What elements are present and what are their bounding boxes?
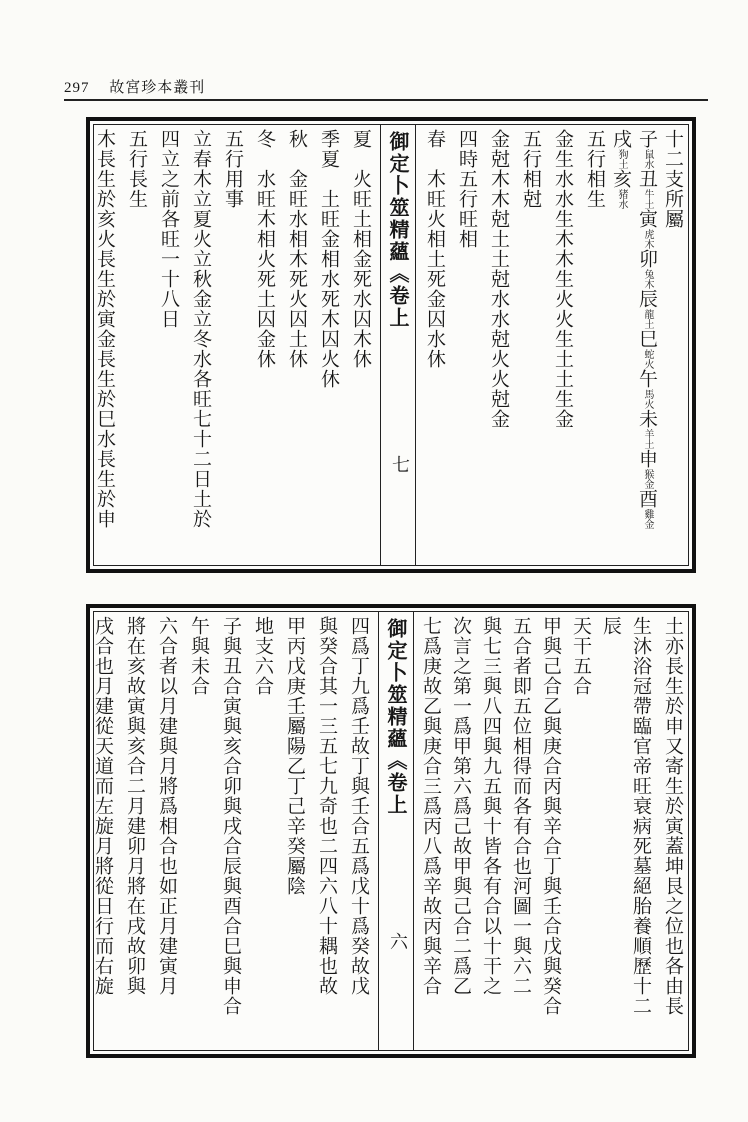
text-column: 辰: [600, 616, 622, 636]
volume-title: 御定卜筮精蘊《卷上: [384, 618, 408, 816]
text-column: 五行相生: [584, 129, 606, 209]
text-column: 五行長生: [126, 129, 148, 209]
folio-number: 七: [389, 455, 410, 473]
text-column: 甲丙戊庚壬屬陽乙丁己辛癸屬陰: [284, 616, 306, 896]
text-column: 五行相尅: [520, 129, 542, 209]
text-column: 立春木立夏火立秋金立冬水各旺七十二日土於: [190, 129, 212, 529]
top-page: [86, 117, 696, 573]
page-number: 297: [64, 80, 90, 96]
bottom-page: [86, 604, 696, 1058]
text-column: 子鼠水丑牛土寅虎木卯兔木辰龍土巳蛇火午馬火未羊土申猴金酉雞金: [636, 129, 658, 529]
text-column: 四立之前各旺一十八日: [158, 129, 180, 329]
text-column: 與癸合其一三五七九奇也二四六八十耦也故: [316, 616, 338, 996]
running-header: [64, 76, 205, 97]
text-column: 戌狗土亥猪水: [610, 129, 632, 209]
text-column: 金生水水生木木生火火生土土生金: [552, 129, 574, 429]
text-column: 戌合也月建從天道而左旋月將從日行而右旋: [92, 616, 114, 996]
text-column: 地支六合: [252, 616, 274, 696]
text-column: 六合者以月建與月將爲相合也如正月建寅月: [156, 616, 178, 996]
text-column: 次言之第一爲甲第六爲己故甲與己合二爲乙: [450, 616, 472, 996]
text-column: 甲與己合乙與庚合丙與辛合丁與壬合戊與癸合: [540, 616, 562, 1016]
text-column: 七爲庚故乙與庚合三爲丙八爲辛故丙與辛合: [420, 616, 442, 996]
book-title: 故宮珍本叢刊: [109, 78, 206, 96]
text-column: 天干五合: [570, 616, 592, 696]
text-column: 與七三與八四與九五與十皆各有合以十干之: [480, 616, 502, 996]
text-column: 四爲丁九爲壬故丁與壬合五爲戊十爲癸故戊: [348, 616, 370, 996]
volume-title: 御定卜筮精蘊《卷上: [386, 131, 410, 329]
text-column: 四時五行旺相: [456, 129, 478, 249]
text-column: 五行用事: [222, 129, 244, 209]
text-column: 季夏 土旺金相水死木囚火休: [318, 129, 340, 389]
text-column: 木長生於亥火長生於寅金長生於巳水長生於申: [94, 129, 116, 529]
text-column: 金尅木木尅土土尅水水尅火火尅金: [488, 129, 510, 429]
text-column: 五合者即五位相得而各有合也河圖一與六二: [510, 616, 532, 996]
text-column: 生沐浴冠帶臨官帝旺衰病死墓絕胎養順歷十二: [630, 616, 652, 1016]
center-band: [378, 612, 414, 1050]
text-column: 子與丑合寅與亥合卯與戌合辰與酉合巳與申合: [220, 616, 242, 1016]
header-rule: [64, 99, 708, 101]
text-column: 夏 火旺土相金死水囚木休: [350, 129, 372, 369]
text-column: 秋 金旺水相木死火囚土休: [286, 129, 308, 369]
folio-number: 六: [387, 932, 408, 950]
text-column: 十二支所屬: [662, 129, 684, 229]
text-column: 午與未合: [188, 616, 210, 696]
text-column: 土亦長生於申又寄生於寅蓋坤艮之位也各由長: [662, 616, 684, 1016]
text-column: 春 木旺火相土死金囚水休: [424, 129, 446, 369]
text-column: 將在亥故寅與亥合二月建卯月將在戌故卯與: [124, 616, 146, 996]
text-column: 冬 水旺木相火死土囚金休: [254, 129, 276, 369]
center-band: [380, 125, 416, 565]
